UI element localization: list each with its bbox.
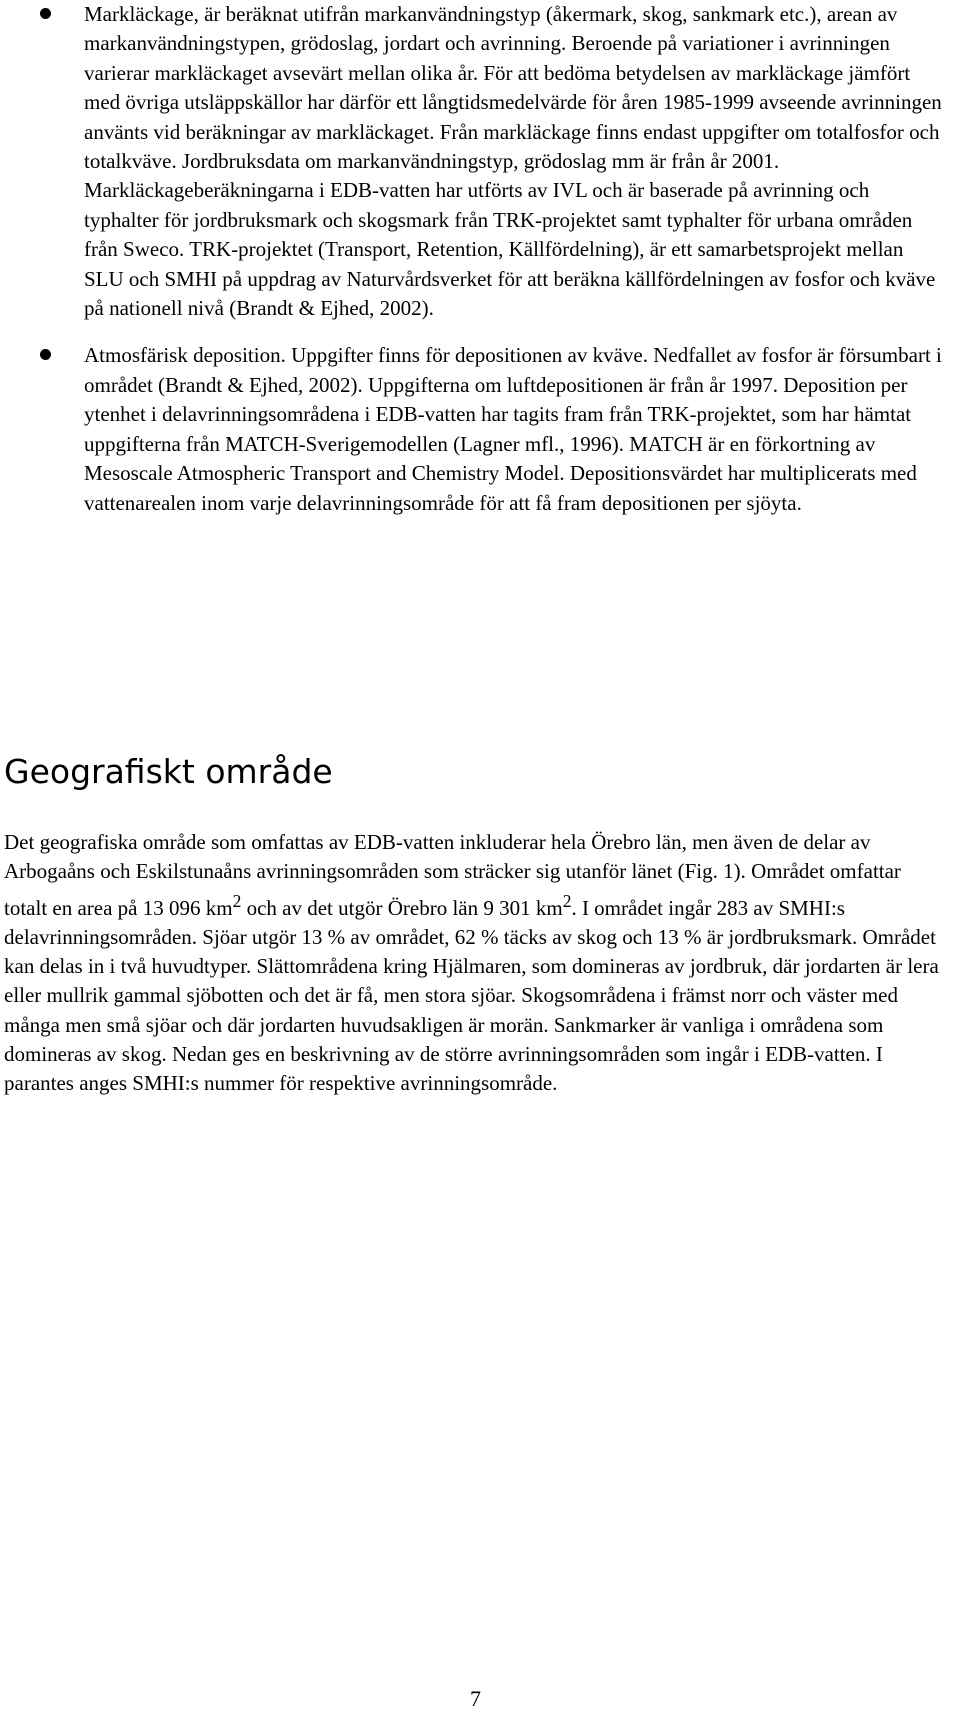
bullet-dot-icon [40, 8, 51, 19]
superscript: 2 [232, 890, 242, 911]
bullet-item-markläckage [0, 0, 960, 323]
bullet-list [0, 0, 960, 518]
section-heading: Geografiskt område [4, 752, 333, 791]
paragraph-text: Det geografiska område som omfattas av EDB-vatten inkluderar hela Örebro län, men även de delar av Arbogaåns och Eskilstunaåns avrinningsområden som sträcker sig utanför länet (Fig. 1). Området omfattar totalt en area på 13 096 km [4, 830, 901, 920]
section-paragraph [4, 828, 944, 1099]
bullet-dot-icon [40, 349, 51, 360]
bullet-item-atmosfarisk-deposition [0, 341, 960, 517]
paragraph-text: . I området ingår 283 av SMHI:s delavrinningsområden. Sjöar utgör 13 % av området, 62 % täcks av skog och 13 % är jordbruksmark. Området kan delas in i två huvudtyper. Slättområdena kring Hjälmaren, som domineras av jordbruk, där jordarten är lera eller mullrik gammal sjöbotten och det är få, men stora sjöar. Skogsområdena i främst norr och väster med många men små sjöar och där jordarten huvudsakligen är morän. Sankmarker är vanliga i områdena som domineras av skog. Nedan ges en beskrivning av de större avrinningsområden som ingår i EDB-vatten. I parantes anges SMHI:s nummer för respektive avrinningsområde. [4, 895, 939, 1096]
paragraph-text: och av det utgör Örebro län 9 301 km [241, 895, 563, 920]
bullet-text: Markläckage, är beräknat utifrån markanvändningstyp (åkermark, skog, sankmark etc.), arean av markanvändningstypen, grödoslag, jordart och avrinning. Beroende på variationer i avrinningen varierar markläckaget avsevärt mellan olika år. För att bedöma betydelsen av markläckage jämfört med övriga utsläppskällor har därför ett långtidsmedelvärde för åren 1985-1999 avseende avrinningen använts vid beräkningar av markläckaget. Från markläckage finns endast uppgifter om totalfosfor och totalkväve. Jordbruksdata om markanvändningstyp, grödoslag mm är från år 2001. Markläckageberäkningarna i EDB-vatten har utförts av IVL och är baserade på avrinning och typhalter för jordbruksmark och skogsmark från TRK-projektet samt typhalter för urbana områden från Sweco. TRK-projektet (Transport, Retention, Källfördelning), är ett samarbetsprojekt mellan SLU och SMHI på uppdrag av Naturvårdsverket för att beräkna källfördelningen av fosfor och kväve på nationell nivå (Brandt & Ejhed, 2002). [84, 2, 942, 321]
page-number: 7 [470, 1686, 481, 1711]
bullet-text: Atmosfärisk deposition. Uppgifter finns för depositionen av kväve. Nedfallet av fosfor är försumbart i området (Brandt & Ejhed, 2002). Uppgifterna om luftdepositionen är från år 1997. Deposition per ytenhet i delavrinningsområdena i EDB-vatten har tagits fram från TRK-projektet, som har hämtat uppgifterna från MATCH-Sverigemodellen (Lagner mfl., 1996). MATCH är en förkortning av Mesoscale Atmospheric Transport and Chemistry Model. Depositionsvärdet har multiplicerats med vattenarealen inom varje delavrinningsområde för att få fram depositionen per sjöyta. [84, 343, 942, 515]
superscript: 2 [562, 890, 572, 911]
